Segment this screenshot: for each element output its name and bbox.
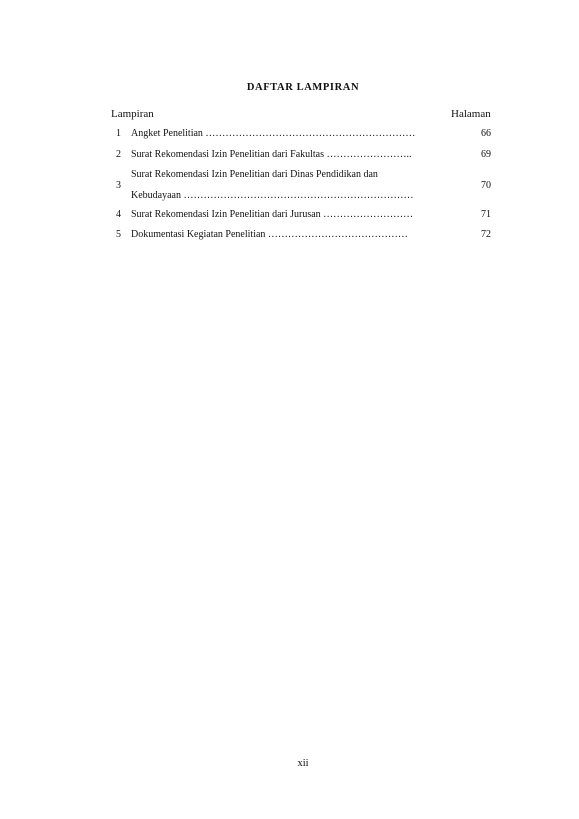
entry-title: Surat Rekomendasi Izin Penelitian dari Jurusan ……………………… xyxy=(131,209,414,220)
entry-page: 66 xyxy=(481,128,491,139)
entry-title-line1: Surat Rekomendasi Izin Penelitian dari Dinas Pendidikan dan xyxy=(131,169,378,180)
entry-number: 4 xyxy=(116,209,121,220)
column-header-halaman: Halaman xyxy=(451,108,491,120)
entry-title: Dokumentasi Kegiatan Penelitian …………………………………… xyxy=(131,229,408,240)
entry-page: 69 xyxy=(481,149,491,160)
page-title: DAFTAR LAMPIRAN xyxy=(246,82,360,93)
page-number: xii xyxy=(297,758,309,769)
entry-title: Angket Penelitian ……………………………………………………… xyxy=(131,128,416,139)
entry-title: Surat Rekomendasi Izin Penelitian dari Fakultas …………………….. xyxy=(131,149,412,160)
entry-page: 72 xyxy=(481,229,491,240)
entry-page: 71 xyxy=(481,209,491,220)
entry-number: 1 xyxy=(116,128,121,139)
entry-title-line2: Kebudayaan …………………………………………………………… xyxy=(131,190,414,201)
entry-number: 5 xyxy=(116,229,121,240)
column-header-lampiran: Lampiran xyxy=(111,108,154,120)
entry-page: 70 xyxy=(481,180,491,191)
entry-number: 2 xyxy=(116,149,121,160)
entry-number: 3 xyxy=(116,180,121,191)
